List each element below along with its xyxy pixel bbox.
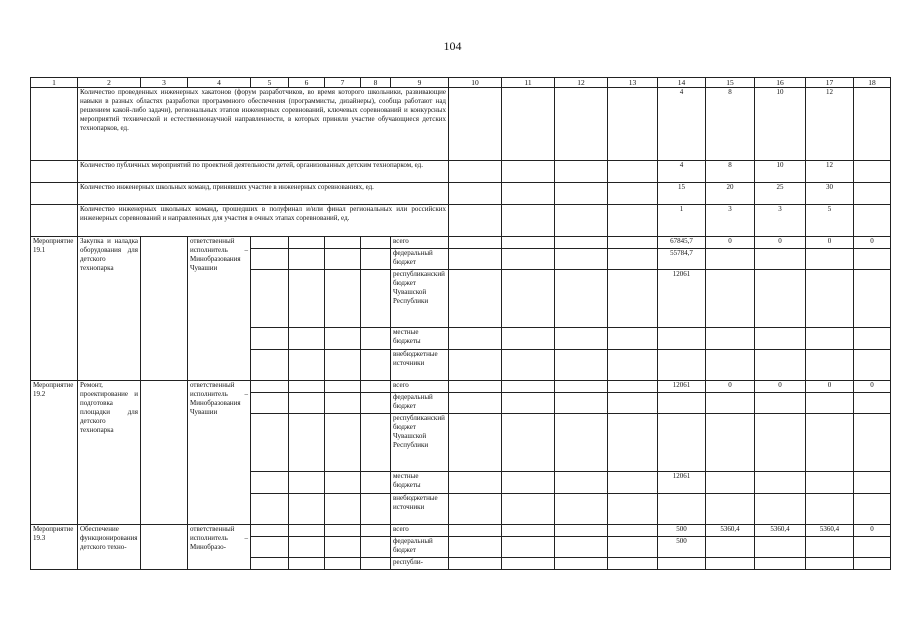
- column-header: 9: [391, 78, 449, 88]
- empty-cell: [608, 249, 658, 270]
- column-header: 14: [658, 78, 706, 88]
- funding-value-c16: 0: [755, 237, 806, 249]
- empty-cell: [289, 494, 325, 525]
- funding-value-c18: [854, 414, 891, 472]
- funding-value-c18: 0: [854, 381, 891, 393]
- funding-value-c16: [755, 350, 806, 381]
- activity-code: Мероприятие 19.1: [31, 237, 78, 381]
- empty-cell: [449, 414, 502, 472]
- empty-cell: [502, 558, 555, 570]
- funding-row: [31, 525, 891, 537]
- funding-value-c15: [706, 393, 755, 414]
- funding-value-c17: 0: [806, 237, 854, 249]
- responsible-executor: ответственный исполнитель – Минобразо-: [188, 525, 251, 570]
- empty-cell: [555, 88, 608, 161]
- indicator-row: [31, 183, 891, 205]
- empty-cell: [502, 393, 555, 414]
- indicator-value: 8: [706, 88, 755, 161]
- empty-cell: [361, 494, 391, 525]
- empty-cell: [449, 350, 502, 381]
- empty-cell: [361, 249, 391, 270]
- indicator-value: 12: [806, 88, 854, 161]
- indicator-text: Количество инженерных школьных команд, принявших участие в инженерных соревнованиях, ед.: [78, 183, 449, 205]
- empty-cell: [325, 393, 361, 414]
- empty-cell: [449, 537, 502, 558]
- funding-value-c15: 0: [706, 381, 755, 393]
- empty-cell: [555, 525, 608, 537]
- funding-value-c16: [755, 249, 806, 270]
- indicator-value: 3: [706, 205, 755, 237]
- indicator-value: 25: [755, 183, 806, 205]
- empty-cell: [449, 237, 502, 249]
- column-header: 16: [755, 78, 806, 88]
- funding-value-c15: [706, 270, 755, 328]
- empty-cell: [289, 249, 325, 270]
- empty-cell: [555, 183, 608, 205]
- empty-cell: [608, 237, 658, 249]
- empty-cell: [289, 558, 325, 570]
- column-header: 8: [361, 78, 391, 88]
- empty-cell: [325, 525, 361, 537]
- funding-value-c14: 12061: [658, 472, 706, 494]
- column-header: 6: [289, 78, 325, 88]
- empty-cell: [251, 525, 289, 537]
- empty-cell: [289, 237, 325, 249]
- empty-cell: [608, 205, 658, 237]
- indicator-text: Количество публичных мероприятий по проектной деятельности детей, организованных детским технопарком, ед.: [78, 161, 449, 183]
- empty-cell: [251, 494, 289, 525]
- empty-cell: [555, 558, 608, 570]
- empty-cell: [141, 237, 188, 381]
- indicator-row: [31, 161, 891, 183]
- indicator-row: [31, 205, 891, 237]
- funding-value-c14: 12061: [658, 270, 706, 328]
- funding-source: внебюджетные источники: [391, 350, 449, 381]
- empty-cell: [449, 183, 502, 205]
- funding-source: всего: [391, 525, 449, 537]
- activity-code: Мероприятие 19.3: [31, 525, 78, 570]
- empty-cell: [449, 558, 502, 570]
- funding-value-c18: [854, 270, 891, 328]
- empty-cell: [608, 537, 658, 558]
- funding-value-c15: [706, 249, 755, 270]
- empty-cell: [31, 161, 78, 183]
- empty-cell: [854, 88, 891, 161]
- empty-cell: [502, 88, 555, 161]
- empty-cell: [608, 270, 658, 328]
- activity-code: Мероприятие 19.2: [31, 381, 78, 525]
- indicator-text: Количество проведенных инженерных хакатонов (форум разработчиков, во время которого школьники, развивающие навыки в разных областях разработки программного обеспечения (программисты, дизайнеры), сообща работают над решением какой-либо задачи), региональных этапов инженерных соревнований, ключевых соревнований и конкурсных мероприятий технической и естественнонаучной направленности, в которых приняли участие обучающиеся детских технопарков, ед.: [78, 88, 449, 161]
- funding-source: федеральный бюджет: [391, 537, 449, 558]
- empty-cell: [555, 328, 608, 350]
- empty-cell: [251, 558, 289, 570]
- empty-cell: [289, 525, 325, 537]
- funding-value-c17: [806, 350, 854, 381]
- empty-cell: [555, 270, 608, 328]
- responsible-executor: ответственный исполнитель – Минобразования Чувашии: [188, 381, 251, 525]
- empty-cell: [449, 270, 502, 328]
- empty-cell: [854, 205, 891, 237]
- funding-row: [31, 381, 891, 393]
- program-table: [30, 77, 891, 570]
- empty-cell: [449, 161, 502, 183]
- column-header: 10: [449, 78, 502, 88]
- funding-value-c16: [755, 537, 806, 558]
- activity-name: Закупка и наладка оборудования для детского технопарка: [78, 237, 141, 381]
- empty-cell: [854, 161, 891, 183]
- empty-cell: [251, 249, 289, 270]
- empty-cell: [361, 393, 391, 414]
- empty-cell: [361, 270, 391, 328]
- empty-cell: [289, 270, 325, 328]
- funding-value-c17: 0: [806, 381, 854, 393]
- empty-cell: [361, 414, 391, 472]
- empty-cell: [502, 328, 555, 350]
- empty-cell: [141, 381, 188, 525]
- empty-cell: [608, 161, 658, 183]
- column-header: 13: [608, 78, 658, 88]
- empty-cell: [289, 472, 325, 494]
- funding-value-c15: [706, 472, 755, 494]
- funding-source: республиканский бюджет Чувашской Республики: [391, 414, 449, 472]
- responsible-executor: ответственный исполнитель – Минобразования Чувашии: [188, 237, 251, 381]
- empty-cell: [251, 472, 289, 494]
- empty-cell: [502, 237, 555, 249]
- empty-cell: [251, 381, 289, 393]
- empty-cell: [555, 414, 608, 472]
- empty-cell: [289, 381, 325, 393]
- empty-cell: [289, 537, 325, 558]
- empty-cell: [608, 381, 658, 393]
- empty-cell: [555, 537, 608, 558]
- empty-cell: [608, 183, 658, 205]
- funding-value-c14: 67845,7: [658, 237, 706, 249]
- empty-cell: [251, 270, 289, 328]
- empty-cell: [325, 558, 361, 570]
- empty-cell: [325, 270, 361, 328]
- empty-cell: [251, 237, 289, 249]
- empty-cell: [361, 237, 391, 249]
- empty-cell: [502, 472, 555, 494]
- empty-cell: [608, 88, 658, 161]
- funding-value-c14: [658, 350, 706, 381]
- indicator-value: 12: [806, 161, 854, 183]
- column-header: 12: [555, 78, 608, 88]
- empty-cell: [289, 328, 325, 350]
- empty-cell: [361, 350, 391, 381]
- empty-cell: [555, 494, 608, 525]
- activity-name: Обеспечение функционирования детского техно-: [78, 525, 141, 570]
- empty-cell: [449, 525, 502, 537]
- indicator-value: 30: [806, 183, 854, 205]
- empty-cell: [502, 414, 555, 472]
- empty-cell: [31, 183, 78, 205]
- funding-source: федеральный бюджет: [391, 393, 449, 414]
- empty-cell: [361, 537, 391, 558]
- funding-value-c18: [854, 249, 891, 270]
- funding-value-c18: [854, 350, 891, 381]
- empty-cell: [325, 328, 361, 350]
- column-header: 18: [854, 78, 891, 88]
- funding-value-c16: [755, 328, 806, 350]
- empty-cell: [325, 537, 361, 558]
- indicator-value: 4: [658, 88, 706, 161]
- empty-cell: [361, 328, 391, 350]
- funding-value-c16: [755, 393, 806, 414]
- empty-cell: [502, 494, 555, 525]
- funding-value-c17: [806, 414, 854, 472]
- empty-cell: [502, 249, 555, 270]
- funding-value-c17: 5360,4: [806, 525, 854, 537]
- funding-value-c17: [806, 494, 854, 525]
- funding-value-c16: [755, 270, 806, 328]
- empty-cell: [502, 537, 555, 558]
- column-header: 2: [78, 78, 141, 88]
- empty-cell: [608, 393, 658, 414]
- empty-cell: [325, 472, 361, 494]
- empty-cell: [608, 525, 658, 537]
- empty-cell: [608, 472, 658, 494]
- indicator-value: 10: [755, 161, 806, 183]
- funding-value-c14: [658, 558, 706, 570]
- funding-source: республи-: [391, 558, 449, 570]
- empty-cell: [502, 381, 555, 393]
- funding-value-c18: [854, 537, 891, 558]
- empty-cell: [325, 350, 361, 381]
- funding-source: федеральный бюджет: [391, 249, 449, 270]
- empty-cell: [502, 350, 555, 381]
- indicator-value: 1: [658, 205, 706, 237]
- funding-value-c16: 0: [755, 381, 806, 393]
- funding-value-c17: [806, 472, 854, 494]
- funding-value-c17: [806, 249, 854, 270]
- empty-cell: [449, 472, 502, 494]
- funding-value-c15: [706, 350, 755, 381]
- funding-value-c15: [706, 494, 755, 525]
- column-header: 5: [251, 78, 289, 88]
- empty-cell: [608, 414, 658, 472]
- indicator-value: 3: [755, 205, 806, 237]
- empty-cell: [502, 270, 555, 328]
- empty-cell: [325, 249, 361, 270]
- table-body: [31, 78, 891, 570]
- empty-cell: [289, 393, 325, 414]
- empty-cell: [555, 161, 608, 183]
- column-header: 1: [31, 78, 78, 88]
- indicator-row: [31, 88, 891, 161]
- empty-cell: [361, 525, 391, 537]
- funding-value-c15: [706, 328, 755, 350]
- funding-value-c17: [806, 270, 854, 328]
- funding-value-c18: [854, 558, 891, 570]
- empty-cell: [449, 381, 502, 393]
- empty-cell: [854, 183, 891, 205]
- funding-source: местные бюджеты: [391, 328, 449, 350]
- funding-value-c16: 5360,4: [755, 525, 806, 537]
- funding-value-c18: 0: [854, 237, 891, 249]
- empty-cell: [502, 161, 555, 183]
- funding-value-c15: 0: [706, 237, 755, 249]
- funding-value-c15: [706, 414, 755, 472]
- header-row: [31, 78, 891, 88]
- column-header: 4: [188, 78, 251, 88]
- funding-value-c14: [658, 414, 706, 472]
- indicator-value: 10: [755, 88, 806, 161]
- activity-name: Ремонт, проектирование и подготовка площадки для детского технопарка: [78, 381, 141, 525]
- funding-value-c18: [854, 328, 891, 350]
- empty-cell: [449, 249, 502, 270]
- empty-cell: [325, 414, 361, 472]
- funding-value-c16: [755, 472, 806, 494]
- empty-cell: [449, 88, 502, 161]
- funding-value-c14: [658, 328, 706, 350]
- funding-value-c14: 55784,7: [658, 249, 706, 270]
- funding-value-c16: [755, 494, 806, 525]
- column-header: 17: [806, 78, 854, 88]
- funding-value-c14: [658, 494, 706, 525]
- empty-cell: [555, 381, 608, 393]
- empty-cell: [502, 183, 555, 205]
- funding-value-c17: [806, 558, 854, 570]
- column-header: 11: [502, 78, 555, 88]
- funding-source: местные бюджеты: [391, 472, 449, 494]
- empty-cell: [251, 393, 289, 414]
- funding-value-c17: [806, 537, 854, 558]
- empty-cell: [608, 328, 658, 350]
- funding-value-c15: [706, 558, 755, 570]
- indicator-text: Количество инженерных школьных команд, прошедших в полуфинал и/или финал региональных или российских инженерных соревнований и направленных для участия в очных этапах соревнований, ед.: [78, 205, 449, 237]
- empty-cell: [251, 414, 289, 472]
- empty-cell: [502, 525, 555, 537]
- funding-value-c18: 0: [854, 525, 891, 537]
- funding-row: [31, 237, 891, 249]
- empty-cell: [251, 537, 289, 558]
- empty-cell: [325, 494, 361, 525]
- empty-cell: [361, 558, 391, 570]
- indicator-value: 20: [706, 183, 755, 205]
- indicator-value: 4: [658, 161, 706, 183]
- empty-cell: [555, 472, 608, 494]
- funding-source: всего: [391, 237, 449, 249]
- funding-value-c16: [755, 414, 806, 472]
- empty-cell: [289, 414, 325, 472]
- empty-cell: [555, 237, 608, 249]
- funding-value-c16: [755, 558, 806, 570]
- empty-cell: [608, 350, 658, 381]
- funding-value-c15: 5360,4: [706, 525, 755, 537]
- empty-cell: [289, 350, 325, 381]
- funding-value-c17: [806, 393, 854, 414]
- column-header: 7: [325, 78, 361, 88]
- funding-value-c18: [854, 472, 891, 494]
- funding-source: внебюджетные источники: [391, 494, 449, 525]
- empty-cell: [141, 525, 188, 570]
- funding-value-c14: 500: [658, 537, 706, 558]
- empty-cell: [31, 205, 78, 237]
- empty-cell: [361, 472, 391, 494]
- empty-cell: [555, 249, 608, 270]
- funding-value-c18: [854, 494, 891, 525]
- empty-cell: [449, 205, 502, 237]
- empty-cell: [555, 393, 608, 414]
- empty-cell: [449, 494, 502, 525]
- funding-value-c14: [658, 393, 706, 414]
- empty-cell: [325, 381, 361, 393]
- empty-cell: [555, 205, 608, 237]
- indicator-value: 15: [658, 183, 706, 205]
- column-header: 15: [706, 78, 755, 88]
- funding-value-c17: [806, 328, 854, 350]
- funding-value-c14: 500: [658, 525, 706, 537]
- empty-cell: [361, 381, 391, 393]
- empty-cell: [31, 88, 78, 161]
- empty-cell: [325, 237, 361, 249]
- empty-cell: [251, 350, 289, 381]
- funding-value-c14: 12061: [658, 381, 706, 393]
- empty-cell: [449, 393, 502, 414]
- empty-cell: [449, 328, 502, 350]
- empty-cell: [502, 205, 555, 237]
- empty-cell: [555, 350, 608, 381]
- funding-source: республиканский бюджет Чувашской Республики: [391, 270, 449, 328]
- column-header: 3: [141, 78, 188, 88]
- page-number: 104: [443, 39, 462, 53]
- funding-value-c18: [854, 393, 891, 414]
- empty-cell: [608, 494, 658, 525]
- funding-value-c15: [706, 537, 755, 558]
- indicator-value: 8: [706, 161, 755, 183]
- indicator-value: 5: [806, 205, 854, 237]
- empty-cell: [251, 328, 289, 350]
- empty-cell: [608, 558, 658, 570]
- funding-source: всего: [391, 381, 449, 393]
